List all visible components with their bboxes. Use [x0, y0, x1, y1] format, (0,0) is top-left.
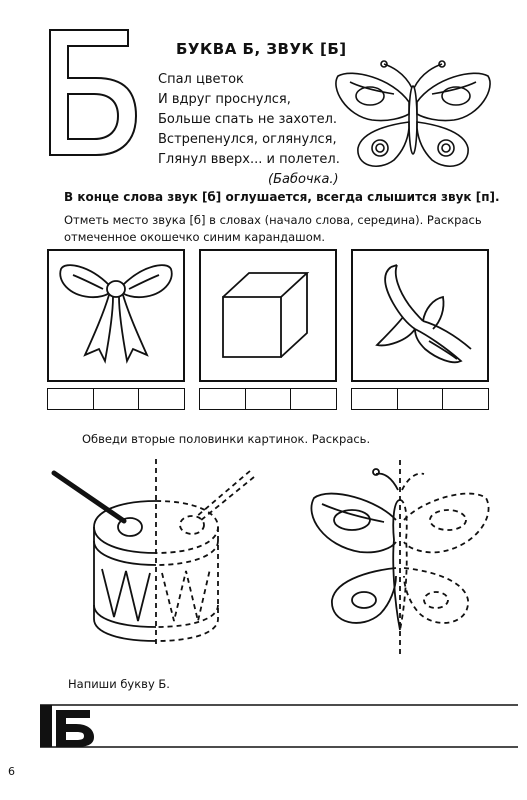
poem-line: И вдруг проснулся,: [158, 92, 291, 107]
bow-icon: [49, 251, 183, 380]
writing-line[interactable]: [40, 702, 518, 750]
task-mark-sound: Отметь место звука [б] в словах (начало слова, середина). Раскрась отмеченное окошечко синим карандашом.: [64, 213, 482, 244]
butterfly-trace-icon: [300, 460, 500, 660]
poem-line: Встрепенулся, оглянулся,: [158, 132, 337, 147]
answer-cells-cube: [199, 388, 337, 410]
drum-icon: [40, 455, 280, 655]
page-title: БУКВА Б, ЗВУК [Б]: [176, 40, 347, 58]
task-trace-halves: Обведи вторые половинки картинок. Раскрась.: [82, 432, 371, 446]
picture-cube: [199, 249, 337, 382]
answer-cell[interactable]: [139, 389, 184, 409]
answer-cells-bow: [47, 388, 185, 410]
poem-line: Спал цветок: [158, 72, 244, 87]
big-letter-outline: [48, 28, 138, 158]
writing-sample-letter: [56, 710, 94, 747]
task-write-letter: Напиши букву Б.: [68, 677, 170, 691]
answer-cell[interactable]: [48, 389, 94, 409]
picture-bow: [47, 249, 185, 382]
poem-answer: (Бабочка.): [268, 172, 339, 187]
answer-cell[interactable]: [291, 389, 336, 409]
answer-cell[interactable]: [352, 389, 398, 409]
poem-line: Глянул вверх... и полетел.: [158, 152, 340, 167]
butterfly-icon: [332, 58, 492, 178]
answer-cell[interactable]: [443, 389, 488, 409]
cube-icon: [201, 251, 335, 380]
rule-text: В конце слова звук [б] оглушается, всегда слышится звук [п].: [64, 190, 500, 204]
poem-line: Больше спать не захотел.: [158, 112, 338, 127]
answer-cell[interactable]: [94, 389, 140, 409]
page-number: 6: [8, 765, 15, 778]
answer-cell[interactable]: [200, 389, 246, 409]
answer-cells-banana: [351, 388, 489, 410]
banana-icon: [353, 251, 487, 380]
poem: [158, 70, 340, 190]
answer-cell[interactable]: [246, 389, 292, 409]
answer-cell[interactable]: [398, 389, 444, 409]
picture-banana: [351, 249, 489, 382]
